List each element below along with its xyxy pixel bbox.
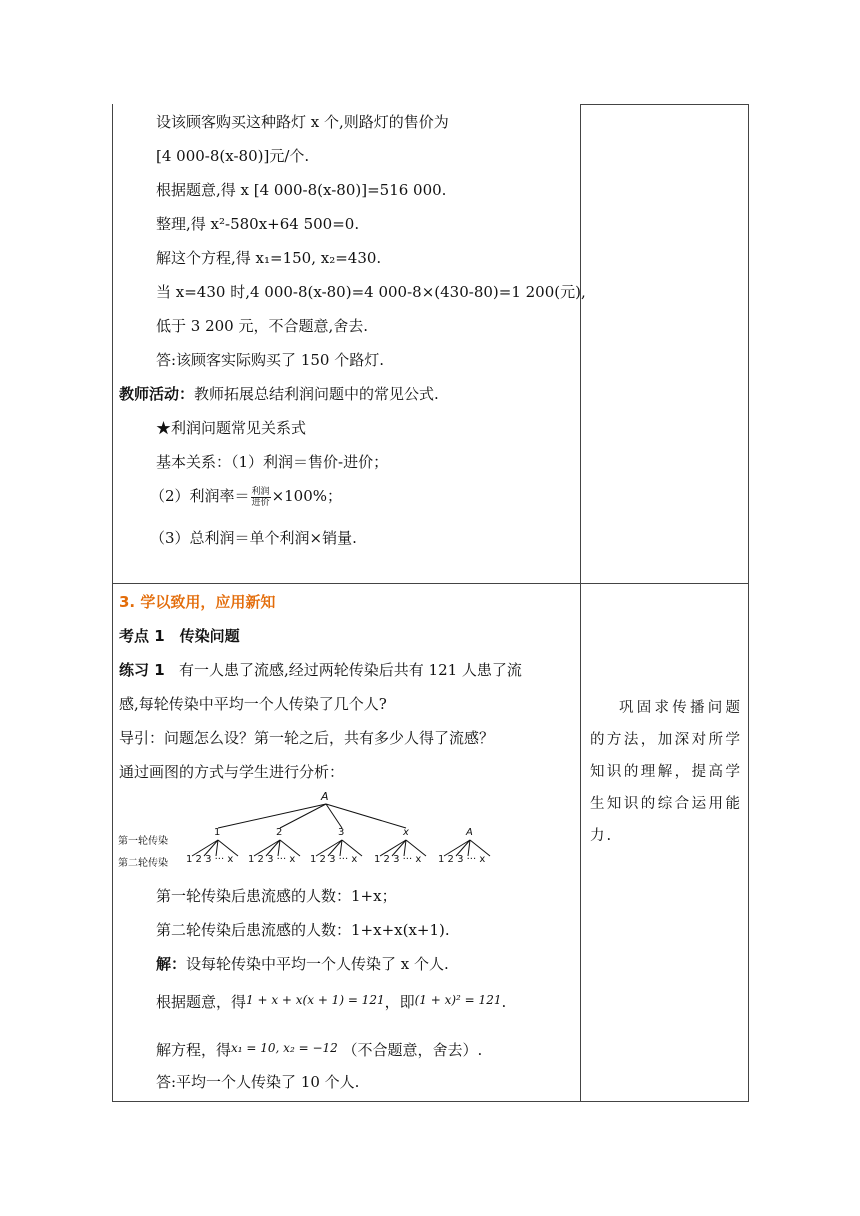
text-line: 当 x=430 时,4 000-8(x-80)=4 000-8×(430-80)=1 200(元), [156, 283, 586, 301]
teacher-activity [119, 384, 439, 404]
tree-leaves: 1 2 3 ··· x [248, 854, 296, 865]
tree-leaves: 1 2 3 ··· x [186, 854, 234, 865]
text-line: 设该顾客购买这种路灯 x 个,则路灯的售价为 [156, 113, 449, 131]
first-round-count: 第一轮传染后患流感的人数：1+x； [156, 887, 397, 905]
answer-line: 答:平均一个人传染了 10 个人. [156, 1073, 360, 1091]
text-line: 低于 3 200 元，不合题意,舍去. [156, 317, 369, 335]
tree-node: 2 [276, 827, 283, 838]
round2-label: 第二轮传染 [118, 858, 168, 869]
infection-tree-diagram [118, 790, 518, 874]
teacher-activity-text: 教师拓展总结利润问题中的常见公式. [194, 385, 439, 403]
profit-rate-prefix: （2）利润率＝ [150, 487, 250, 505]
tree-leaves: 1 2 3 ··· x [310, 854, 358, 865]
text-line: 解这个方程,得 x₁=150, x₂=430. [156, 249, 382, 267]
tree-leaves: 1 2 3 ··· x [438, 854, 486, 865]
text-line: [4 000-8(x-80)]元/个. [156, 147, 310, 165]
fraction-numerator: 利润 [251, 486, 270, 497]
equation-prefix: 根据题意，得 [156, 993, 247, 1011]
total-profit: （3）总利润＝单个利润×销量. [150, 529, 357, 547]
top-left-cell [112, 104, 581, 584]
top-right-cell [580, 104, 749, 584]
second-round-count: 第二轮传染后患流感的人数：1+x+x(x+1). [156, 921, 450, 939]
solution-text: 设每轮传染中平均一个人传染了 x 个人. [186, 955, 449, 973]
tree-node: A [466, 827, 473, 838]
exercise-line-1 [119, 660, 522, 680]
round1-label: 第一轮传染 [118, 836, 168, 847]
solution-label: 解： [156, 955, 187, 973]
basic-relation: 基本关系：（1）利润＝售价-进价； [156, 453, 389, 471]
text-line: 答:该顾客实际购买了 150 个路灯. [156, 351, 384, 369]
star-title: ★利润问题常见关系式 [156, 419, 307, 437]
guide-line-2: 通过画图的方式与学生进行分析： [119, 763, 345, 781]
profit-rate-line [150, 486, 342, 508]
section-title: 3. 学以致用，应用新知 [119, 593, 276, 611]
guide-line-1: 导引：问题怎么设？第一轮之后，共有多少人得了流感？ [119, 729, 495, 747]
exercise-line-2: 感,每轮传染中平均一个人传染了几个人? [119, 695, 387, 713]
profit-rate-fraction [251, 487, 271, 508]
solution-intro [156, 954, 449, 974]
equation-1: 1 + x + x(x + 1) = 121 [246, 993, 385, 1007]
fraction-denominator: 进价 [251, 497, 270, 508]
profit-rate-suffix: ×100%； [271, 487, 343, 505]
equation-2: (1 + x)² = 121 [414, 993, 502, 1007]
text-line: 整理,得 x²-580x+64 500=0. [156, 215, 360, 233]
tree-node: 1 [214, 827, 221, 838]
text-line: 根据题意,得 x [4 000-8(x-80)]=516 000. [156, 181, 447, 199]
equation-line: 根据题意，得$^{1 + x + x(x + 1) = 121}$，即$^{(1 + x)^2 = 121}$. [156, 993, 507, 1011]
tree-root: A [321, 790, 329, 803]
solution-suffix: （不合题意，舍去）. [342, 1041, 483, 1059]
teacher-activity-label: 教师活动： [119, 385, 195, 403]
solution-values: x₁ = 10, x₂ = −12 [231, 1041, 338, 1055]
tree-leaves: 1 2 3 ··· x [374, 854, 422, 865]
exercise-text: 有一人患了流感,经过两轮传染后共有 121 人患了流 [178, 661, 522, 679]
solution-prefix: 解方程，得 [156, 1041, 232, 1059]
tree-node: x [403, 827, 409, 838]
exercise-label: 练习 1 [119, 661, 165, 679]
side-note: 巩固求传播问题的方法，加深对所学知识的理解，提高学生知识的综合运用能力. [590, 700, 742, 844]
tree-node: 3 [338, 827, 345, 838]
equation-mid: ，即 [384, 993, 415, 1011]
solution-line [156, 1038, 482, 1060]
kaodian-heading: 考点 1 传染问题 [119, 627, 240, 645]
